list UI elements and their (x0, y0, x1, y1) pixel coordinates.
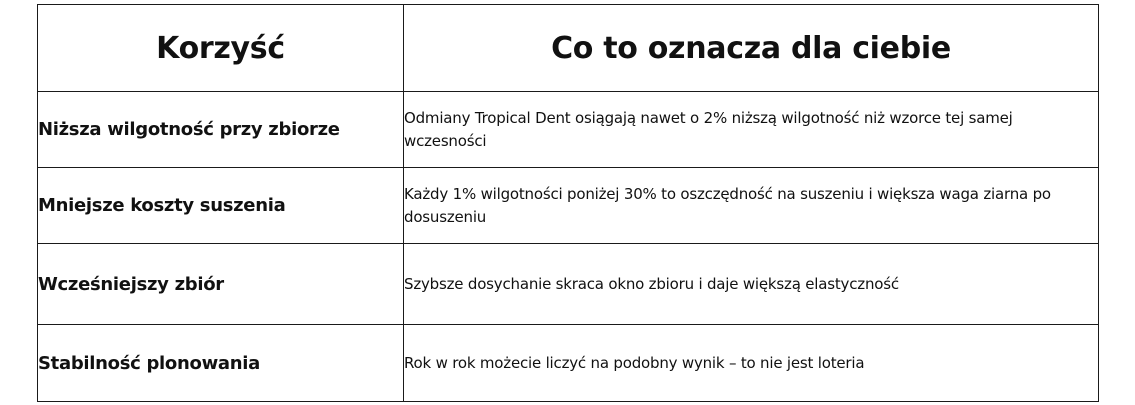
benefit-cell: Stabilność plonowania (38, 325, 404, 402)
table-row (38, 244, 1099, 325)
benefits-table (37, 4, 1099, 402)
benefit-cell: Wcześniejszy zbiór (38, 244, 404, 325)
table-row (38, 92, 1099, 168)
header-meaning: Co to oznacza dla ciebie (404, 5, 1099, 92)
benefit-cell: Mniejsze koszty suszenia (38, 168, 404, 244)
table-row (38, 325, 1099, 402)
meaning-cell: Odmiany Tropical Dent osiągają nawet o 2% niższą wilgotność niż wzorce tej samej wczesności (404, 92, 1099, 168)
meaning-cell: Szybsze dosychanie skraca okno zbioru i daje większą elastyczność (404, 244, 1099, 325)
meaning-cell: Rok w rok możecie liczyć na podobny wynik – to nie jest loteria (404, 325, 1099, 402)
header-benefit: Korzyść (38, 5, 404, 92)
meaning-cell: Każdy 1% wilgotności poniżej 30% to oszczędność na suszeniu i większa waga ziarna po dosuszeniu (404, 168, 1099, 244)
table-header-row (38, 5, 1099, 92)
benefit-cell: Niższa wilgotność przy zbiorze (38, 92, 404, 168)
table-row (38, 168, 1099, 244)
